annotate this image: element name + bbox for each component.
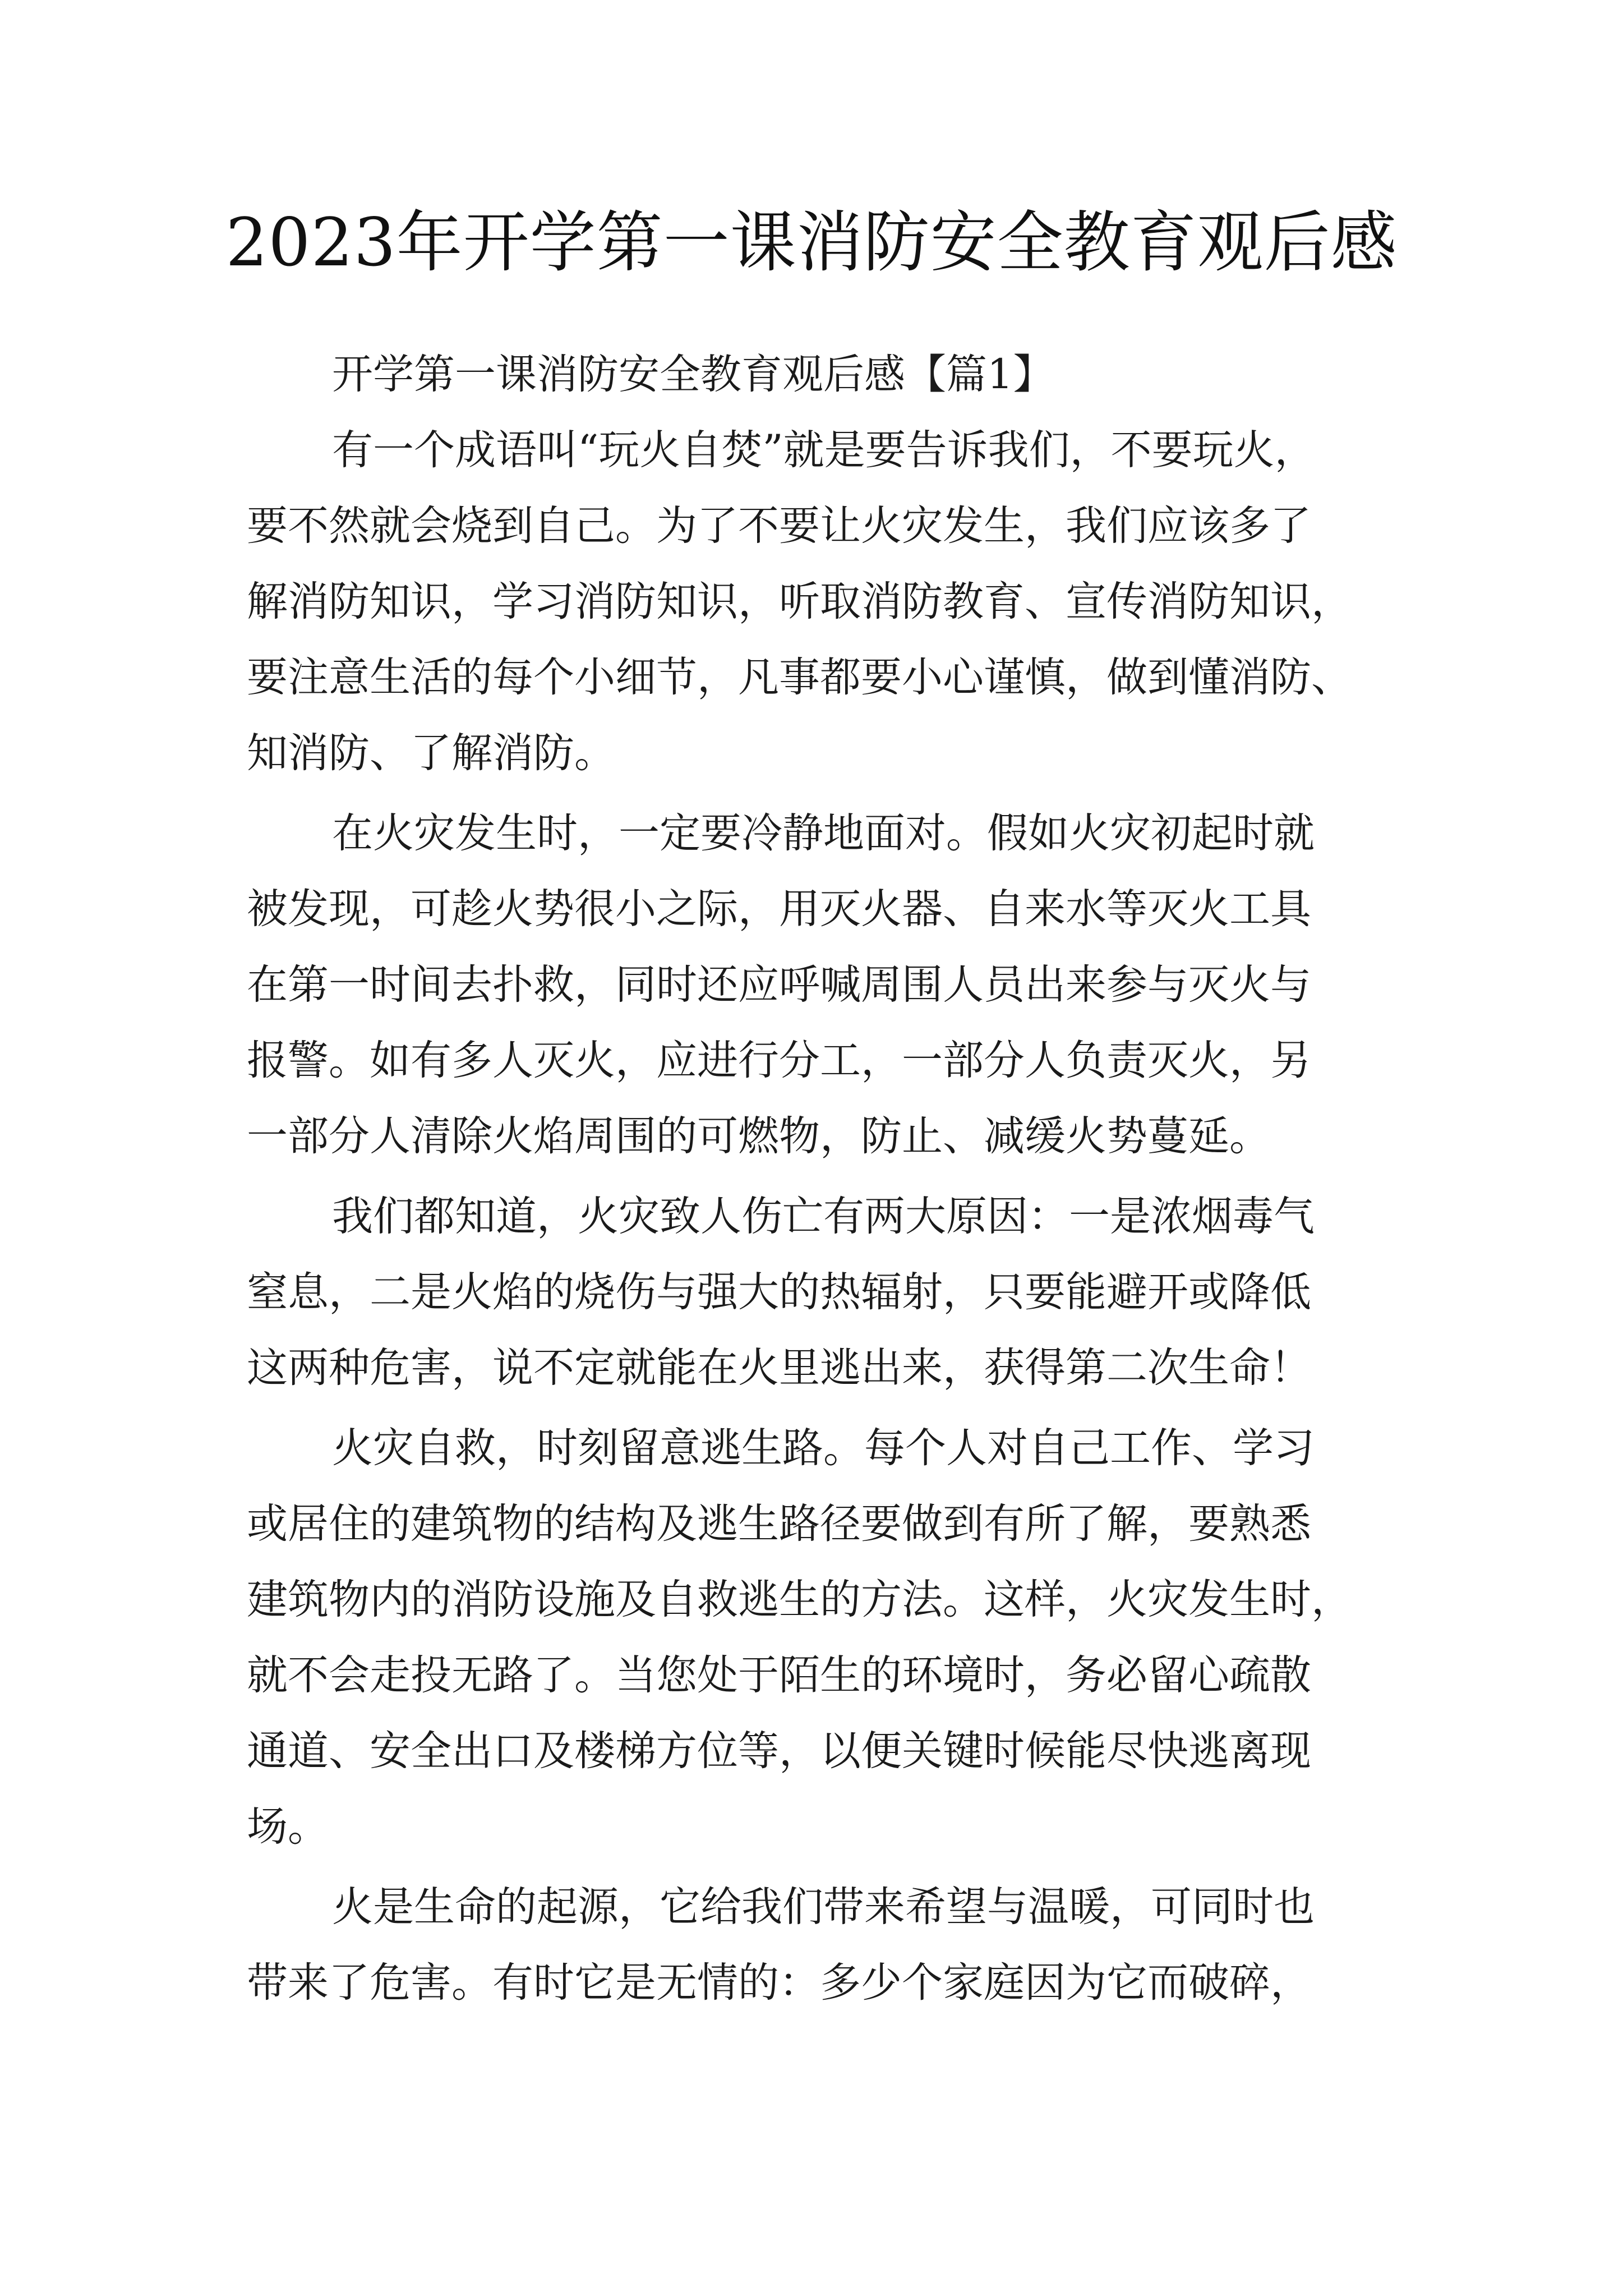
paragraph-line: 通道、安全出口及楼梯方位等，以便关键时候能尽快逃离现	[247, 1727, 1311, 1775]
paragraph-line: 带来了危害。有时它是无情的：多少个家庭因为它而破碎，	[247, 1959, 1311, 2007]
document-title: 2023年开学第一课消防安全教育观后感	[225, 204, 1398, 281]
paragraph-line: 火灾自救，时刻留意逃生路。每个人对自己工作、学习	[332, 1424, 1315, 1472]
paragraph-line: 或居住的建筑物的结构及逃生路径要做到有所了解，要熟悉	[247, 1500, 1311, 1548]
paragraph-line: 解消防知识，学习消防知识，听取消防教育、宣传消防知识，	[247, 578, 1352, 625]
paragraph-line: 就不会走投无路了。当您处于陌生的环境时，务必留心疏散	[247, 1651, 1311, 1699]
paragraph-line: 场。	[247, 1803, 329, 1851]
paragraph-line: 窒息，二是火焰的烧伤与强大的热辐射，只要能避开或降低	[247, 1268, 1311, 1316]
paragraph-line: 一部分人清除火焰周围的可燃物，防止、减缓火势蔓延。	[247, 1112, 1270, 1160]
paragraph-line: 在第一时间去扑救，同时还应呼喊周围人员出来参与灭火与	[247, 961, 1311, 1009]
document-body	[247, 337, 1391, 2021]
paragraph-line: 火是生命的起源，它给我们带来希望与温暖，可同时也	[332, 1883, 1315, 1931]
paragraph-line: 建筑物内的消防设施及自救逃生的方法。这样，火灾发生时，	[247, 1576, 1352, 1623]
paragraph-line: 在火灾发生时，一定要冷静地面对。假如火灾初起时就	[332, 809, 1315, 857]
paragraph-line: 报警。如有多人灭火，应进行分工，一部分人负责灭火，另	[247, 1037, 1311, 1084]
paragraph-line: 我们都知道，火灾致人伤亡有两大原因：一是浓烟毒气	[332, 1193, 1315, 1240]
paragraph-line: 要注意生活的每个小细节，凡事都要小心谨慎，做到懂消防、	[247, 654, 1352, 701]
paragraph-line: 有一个成语叫“玩火自焚”就是要告诉我们，不要玩火，	[332, 426, 1316, 474]
section-heading: 开学第一课消防安全教育观后感【篇1】	[332, 351, 1054, 398]
paragraph-line: 这两种危害，说不定就能在火里逃出来，获得第二次生命！	[247, 1344, 1311, 1392]
paragraph-line: 知消防、了解消防。	[247, 729, 615, 777]
paragraph-line: 要不然就会烧到自己。为了不要让火灾发生，我们应该多了	[247, 502, 1311, 550]
paragraph-line: 被发现，可趁火势很小之际，用灭火器、自来水等灭火工具	[247, 885, 1311, 933]
